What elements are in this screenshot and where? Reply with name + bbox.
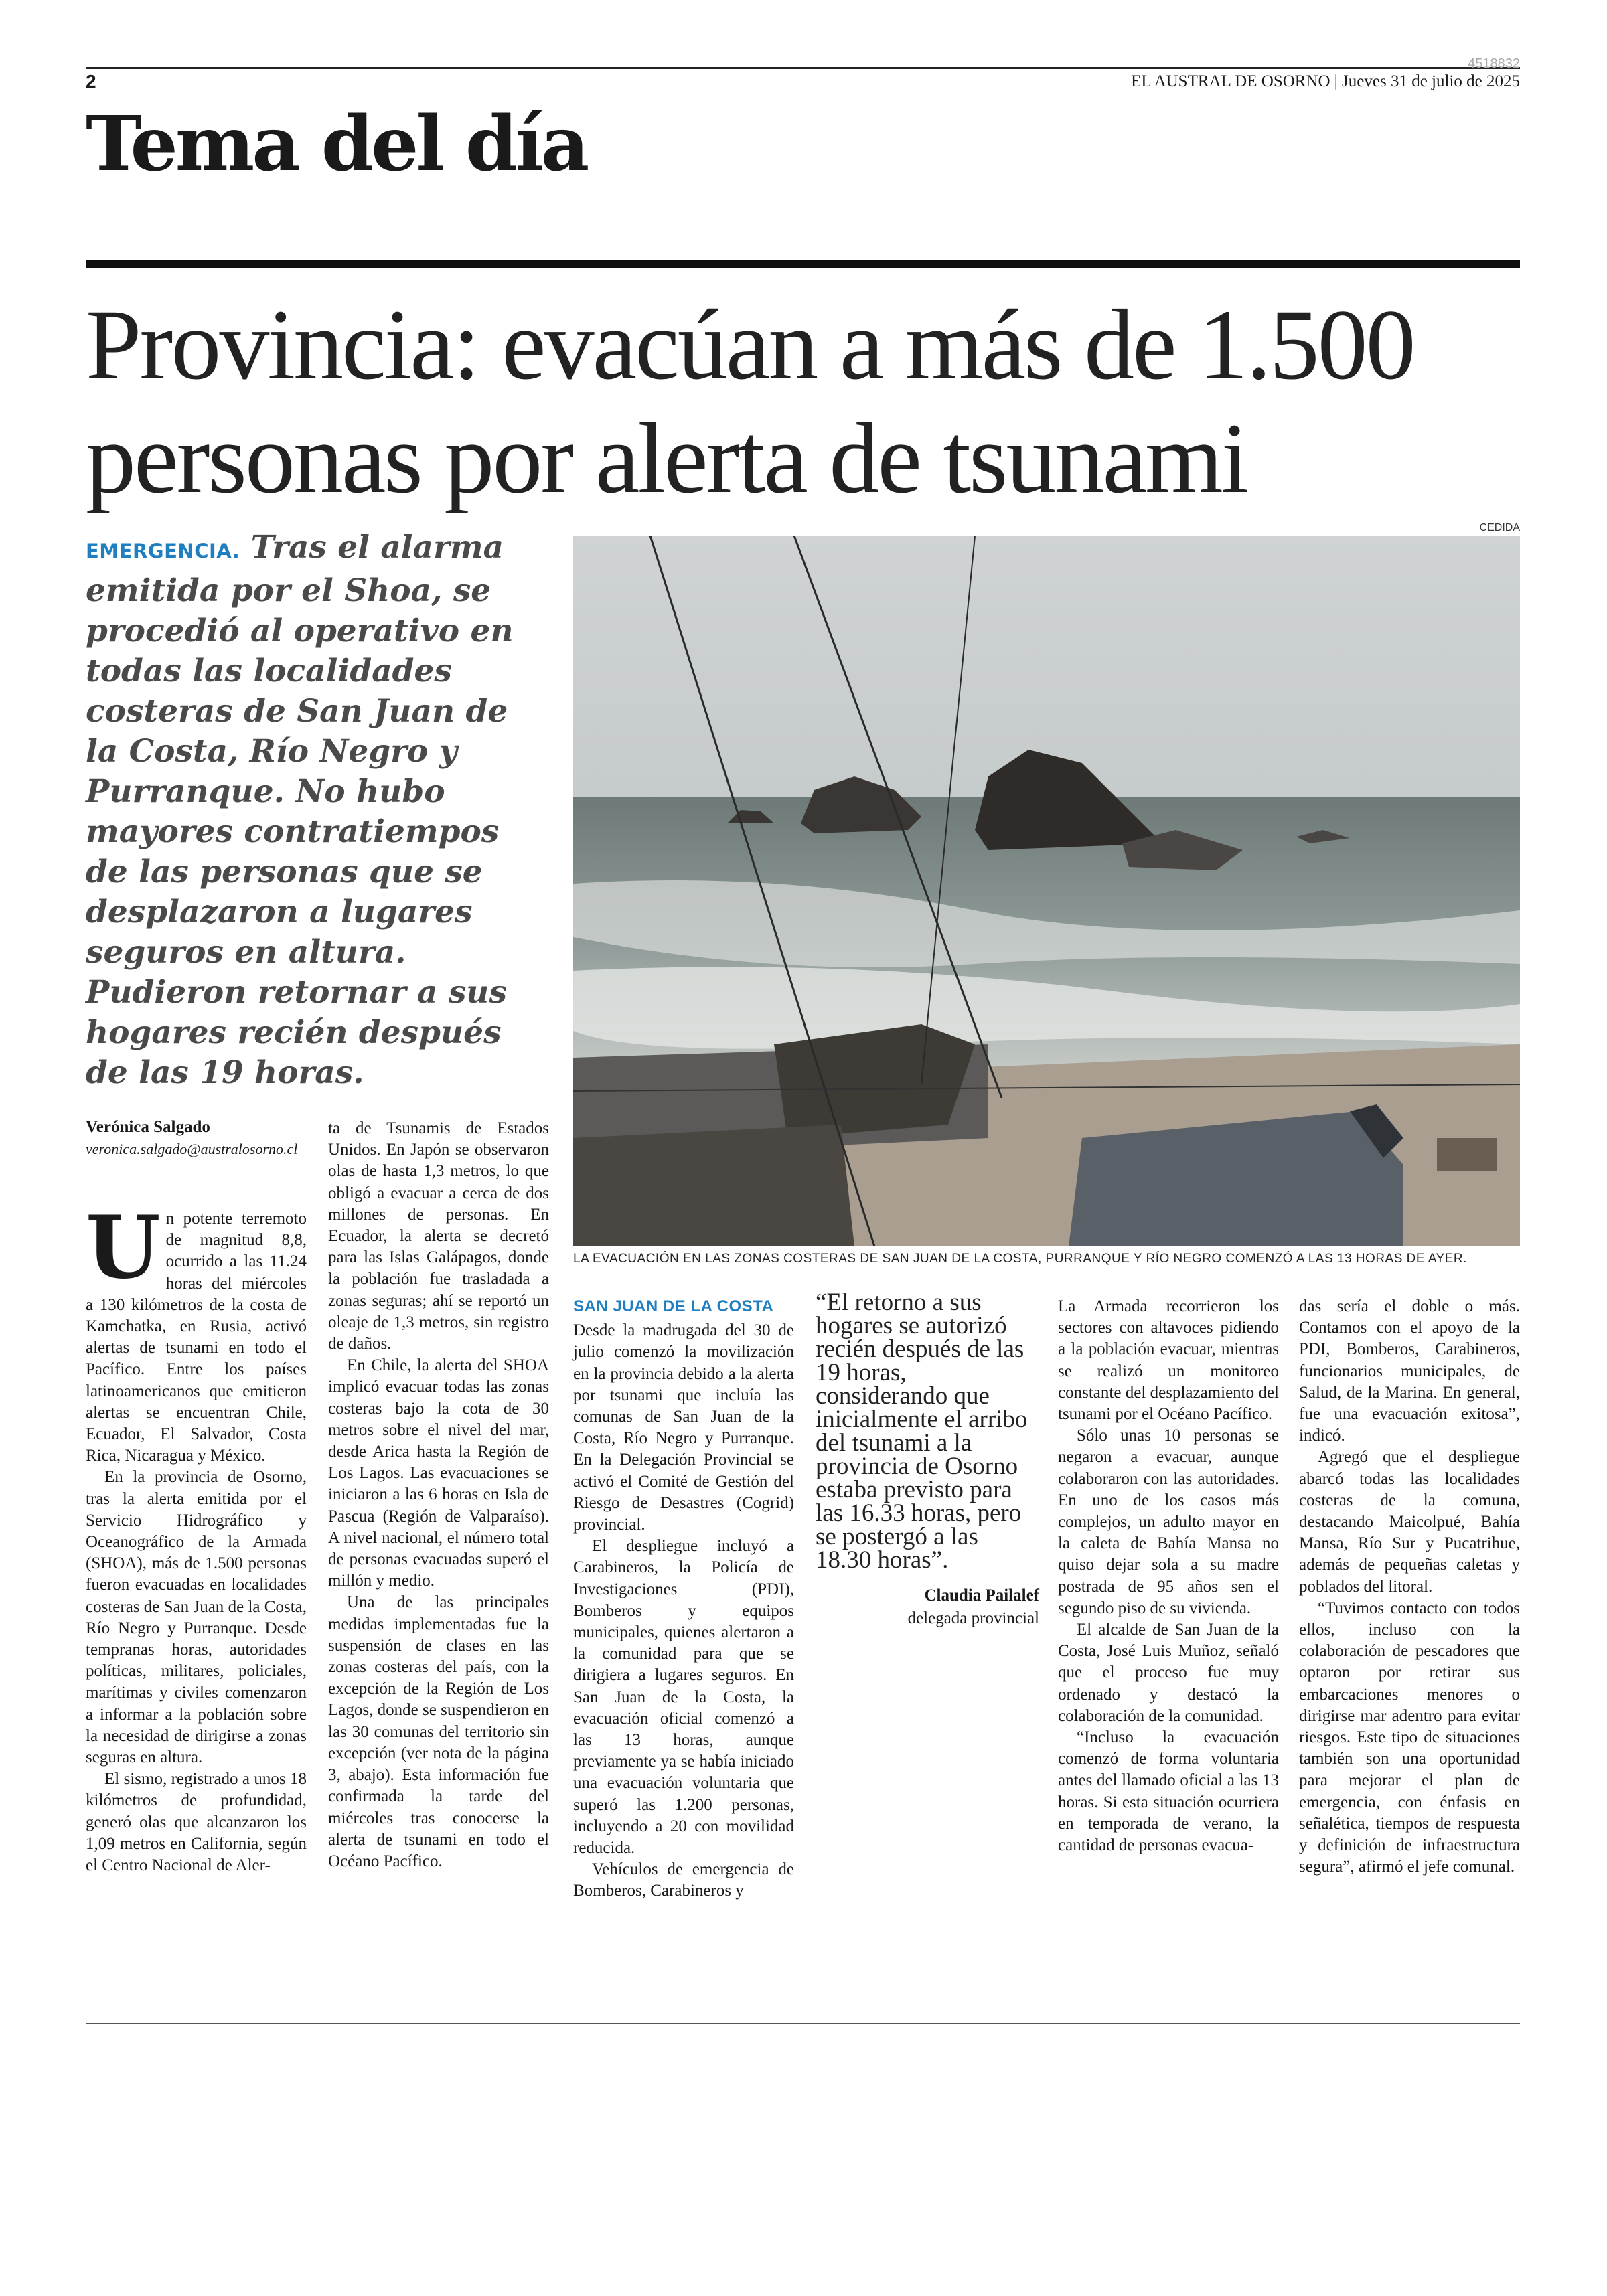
- paragraph: ta de Tsunamis de Estados Unidos. En Japón se observaron olas de hasta 1,3 metros, lo que obligó a evacuar a cerca de dos millones de personas. En Ecuador, la alerta se decretó para las Islas Galápagos, donde la población fue trasladada a zonas seguras; ahí se reportó un oleaje de 1,3 metros, sin registro de daños.: [328, 1119, 549, 1354]
- body-column-4: [1058, 1296, 1279, 1856]
- pull-quote: “El retorno a sus hogares se autorizó recién después de las 19 horas, considerando que inicialmente el arribo del tsunami a la provincia de Osorno estaba previsto para las 16.33 horas, pero se postergó a las 18.30 horas”.: [816, 1289, 1028, 1574]
- author-email: veronica.salgado@australosorno.cl: [86, 1141, 298, 1157]
- paragraph: das sería el doble o más. Contamos con el apoyo de la PDI, Bomberos, Carabineros, funcionarios municipales, de Salud, de la Marina. En general, fue una evacuación exitosa”, indicó.: [1299, 1297, 1520, 1445]
- paragraph: En Chile, la alerta del SHOA implicó evacuar todas las zonas costeras bajo la cota de 30 metros sobre el nivel del mar, desde Arica hasta la Región de Los Lagos. Las evacuaciones se iniciaron a las 6 horas en Isla de Pascua (Región de Valparaíso). A nivel nacional, el número total de personas evacuadas superó el millón y medio.: [328, 1356, 549, 1590]
- lead-kicker: EMERGENCIA.: [86, 540, 240, 562]
- paragraph: El alcalde de San Juan de la Costa, José Luis Muñoz, señaló que el proceso fue muy ordenado y destacó la colaboración de la comunidad.: [1058, 1621, 1279, 1725]
- paragraph: La Armada recorrieron los sectores con altavoces pidiendo a la población evacuar, mientras se realizó un monitoreo constante del desplazamiento del tsunami por el Océano Pacífico.: [1058, 1297, 1279, 1424]
- bottom-rule: [86, 2023, 1520, 2024]
- paragraph: En la provincia de Osorno, tras la alerta emitida por el Servicio Hidrográfico y Oceanográfico de la Armada (SHOA), más de 1.500 personas fueron evacuadas en localidades costeras de San Juan de la Costa, Río Negro y Purranque. Desde tempranas horas, autoridades políticas, militares, policiales, marítimas y civiles comenzaron a informar a la población sobre la necesidad de dirigirse a zonas seguras en altura.: [86, 1468, 307, 1767]
- paragraph: Una de las principales medidas implementadas fue la suspensión de clases en las zonas costeras del país, con la excepción de la Región de Los Lagos, donde se suspendieron en las 30 comunas del territorio sin excepción (ver nota de la página 3, abajo). Esta información fue confirmada la tarde del miércoles tras conocerse la alerta de tsunami en todo el Océano Pacífico.: [328, 1593, 549, 1870]
- coastal-photo: [573, 536, 1520, 1246]
- drop-cap: U: [86, 1198, 161, 1298]
- paragraph: El despliegue incluyó a Carabineros, la Policía de Investigaciones (PDI), Bomberos y equipos municipales, quienes alertaron a la comunidad para que se dirigiera a lugares seguros. En San Juan de la Costa, la evacuación oficial comenzó a las 13 horas, aunque previamente ya se había iniciado una evacuación voluntaria que superó las 1.200 personas, incluyendo a 20 con movilidad reducida.: [573, 1537, 794, 1858]
- photo-caption: LA EVACUACIÓN EN LAS ZONAS COSTERAS DE SAN JUAN DE LA COSTA, PURRANQUE Y RÍO NEGRO COMENZÓ A LAS 13 HORAS DE AYER.: [573, 1252, 1467, 1266]
- section-title: Tema del día: [86, 100, 587, 188]
- byline: [86, 1118, 307, 1158]
- paragraph: n potente terremoto de magnitud 8,8, ocurrido a las 11.24 horas del miércoles a 130 kilómetros de la costa de Kamchatka, en Rusia, activó alertas de tsunami en todo el Pacífico. Entre los países latinoamericanos que emitieron alertas se encuentran Chile, Ecuador, El Salvador, Costa Rica, Nicaragua y México.: [86, 1210, 307, 1465]
- subhead: SAN JUAN DE LA COSTA: [573, 1297, 774, 1315]
- article-headline: Provincia: evacúan a más de 1.500 personas por alerta de tsunami: [86, 289, 1414, 514]
- paragraph: Desde la madrugada del 30 de julio comenzó la movilización en la provincia debido a la alerta por tsunami que incluía las comunas de San Juan de la Costa, Río Negro y Purranque. En la Delegación Provincial se activó el Comité de Gestión del Riesgo de Desastres (Cogrid) provincial.: [573, 1321, 794, 1534]
- body-column-3: [573, 1296, 794, 1902]
- author-name: Verónica Salgado: [86, 1118, 210, 1136]
- quote-name: Claudia Pailalef: [924, 1586, 1039, 1605]
- body-column-1: [86, 1198, 307, 1876]
- top-rule: [86, 67, 1520, 69]
- page-number: 2: [86, 71, 96, 92]
- paragraph: Agregó que el despliegue abarcó todas las localidades costeras de la comuna, destacando Maicolpué, Bahía Mansa, Río Sur y Pucatrihue, además de pequeñas caletas y poblados del litoral.: [1299, 1448, 1520, 1596]
- lead-text: Tras el alarma emitida por el Shoa, se procedió al operativo en todas las localidades costeras de San Juan de la Costa, Río Negro y Purranque. No hubo mayores contratiempos de las personas que se desplazaron a lugares seguros en altura. Pudieron retornar a sus hogares recién después de las 19 horas.: [86, 529, 514, 1091]
- quote-role: delegada provincial: [907, 1609, 1039, 1627]
- paragraph: Vehículos de emergencia de Bomberos, Carabineros y: [573, 1860, 794, 1900]
- masthead: EL AUSTRAL DE OSORNO | Jueves 31 de julio de 2025: [1131, 72, 1520, 90]
- section-rule: [86, 260, 1520, 268]
- body-column-2: [328, 1118, 549, 1872]
- body-column-5: [1299, 1296, 1520, 1878]
- paragraph: “Incluso la evacuación comenzó de forma voluntaria antes del llamado oficial a las 13 horas. Si esta situación ocurriera en temporada de verano, la cantidad de personas evacua-: [1058, 1728, 1279, 1855]
- photo-credit: CEDIDA: [1479, 522, 1520, 534]
- page-stamp: 4518832: [1468, 56, 1520, 71]
- article-lead: [86, 527, 548, 1093]
- paragraph: Sólo unas 10 personas se negaron a evacuar, aunque colaboraron con las autoridades. En uno de los casos más complejos, un adulto mayor en la caleta de Bahía Mansa no quiso dejar sola a su madre postrada de 95 años sen el segundo piso de su vivienda.: [1058, 1426, 1279, 1617]
- paragraph: El sismo, registrado a unos 18 kilómetros de profundidad, generó olas que alcanzaron los 1,09 metros en California, según el Centro Nacional de Aler-: [86, 1770, 307, 1875]
- paragraph: “Tuvimos contacto con todos ellos, incluso con la colaboración de pescadores que optaron por retirar sus embarcaciones menores o dirigirse mar adentro para evitar riesgos. Este tipo de situaciones también son una oportunidad para mejorar el plan de emergencia, con énfasis en señalética, tiempos de respuesta y definición de infraestructura segura”, afirmó el jefe comunal.: [1299, 1598, 1520, 1876]
